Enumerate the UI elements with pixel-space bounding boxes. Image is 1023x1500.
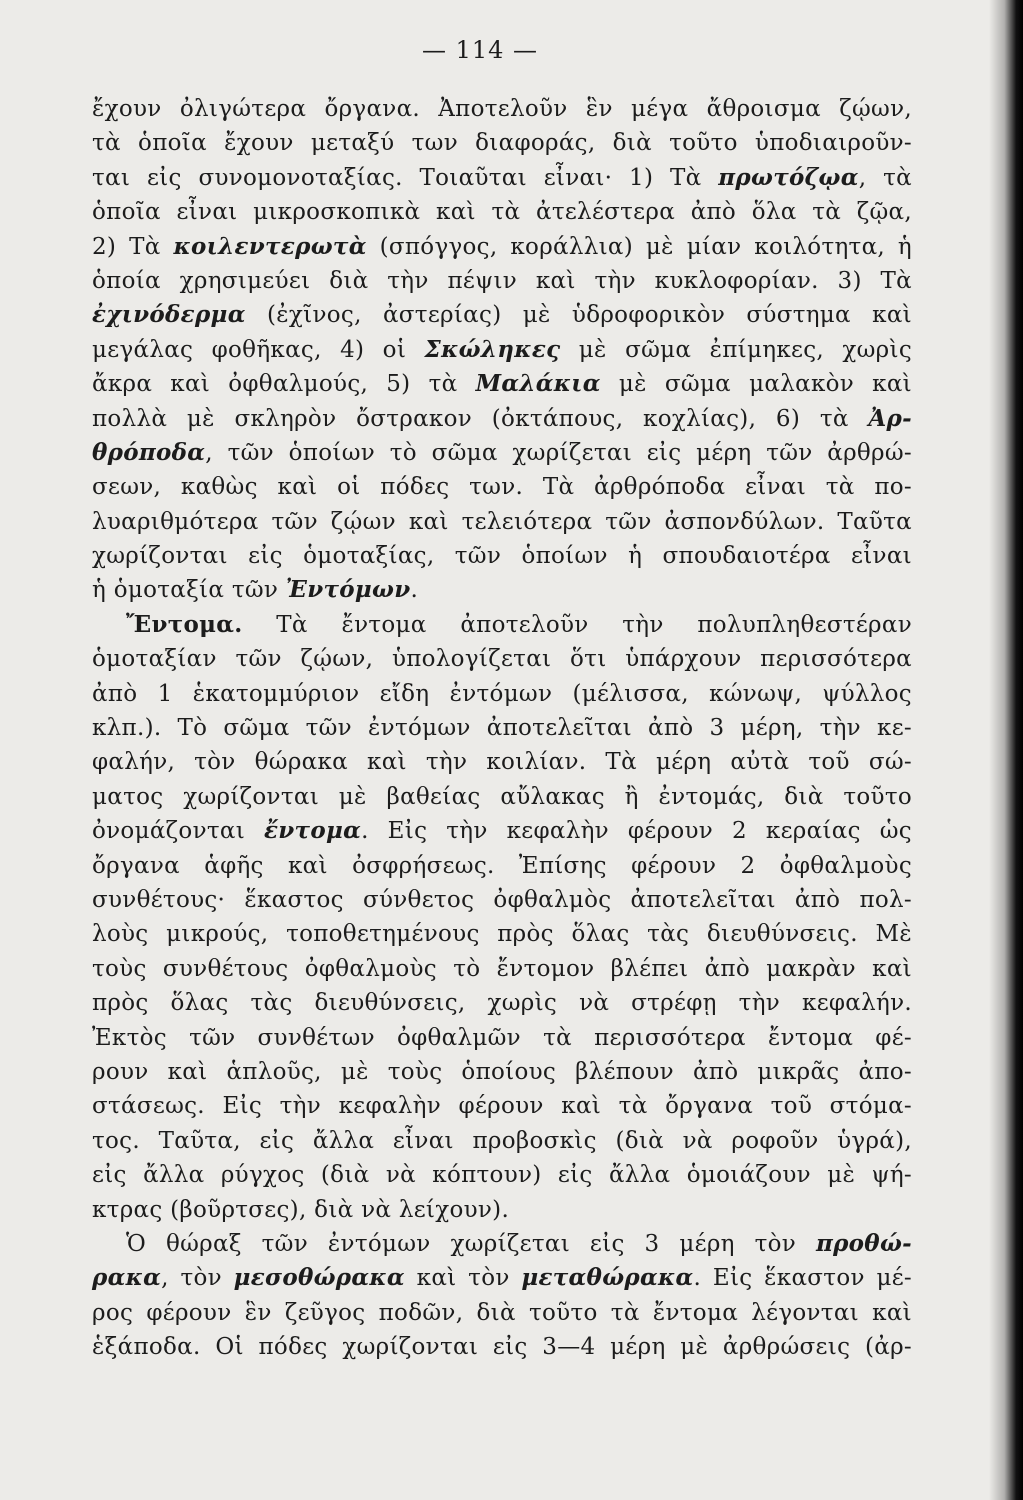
text-line — [92, 849, 912, 883]
text-line — [92, 1330, 912, 1364]
text-line — [92, 573, 912, 607]
text-line — [92, 952, 912, 986]
text-span: σεων, καθὼς καὶ οἱ πόδες των. Τὰ ἀρθρόποδα εἶναι τὰ πο- — [92, 474, 912, 501]
text-span: . Εἰς τὴν κεφαλὴν φέρουν 2 κεραίας ὡς — [361, 818, 912, 845]
text-span: ὁποία χρησιμεύει διὰ τὴν πέψιν καὶ τὴν κυκλοφορίαν. 3) Τὰ — [92, 267, 912, 294]
text-line — [92, 126, 912, 160]
text-span: , τῶν ὁποίων τὸ σῶμα χωρίζεται εἰς μέρη τῶν ἀρθρώ- — [205, 439, 912, 466]
text-span: ὁμοταξίαν τῶν ζῴων, ὑπολογίζεται ὅτι ὑπάρχουν περισσότερα — [92, 646, 912, 673]
emphasized-term: προθώ- — [815, 1229, 912, 1257]
text-line — [92, 298, 912, 332]
text-span: μεγάλας φοθῆκας, 4) οἱ — [92, 336, 425, 363]
emphasized-term: πρωτόζῳα — [718, 163, 859, 191]
emphasized-term: μεσοθώρακα — [233, 1264, 405, 1292]
emphasized-term: Ἐντόμων — [285, 576, 411, 604]
text-line — [92, 402, 912, 436]
page-number: — 114 — — [421, 36, 539, 64]
text-span: 2) Τὰ — [92, 233, 174, 260]
text-line — [92, 711, 912, 745]
emphasized-term: μεταθώρακα — [521, 1264, 694, 1292]
text-span: . Εἰς ἕκαστον μέ- — [693, 1265, 913, 1292]
emphasized-term: Ἀρ- — [868, 404, 912, 432]
emphasized-term: ρακα — [92, 1264, 162, 1292]
text-line — [92, 367, 912, 401]
text-span: ἔχουν ὀλιγώτερα ὄργανα. Ἀποτελοῦν ἓν μέγα ἄθροισμα ζῴων, — [92, 96, 912, 122]
text-span: ματος χωρίζονται μὲ βαθείας αὔλακας ἢ ἐντομάς, διὰ τοῦτο — [92, 783, 912, 810]
text-span: καὶ τὸν — [404, 1265, 522, 1292]
text-line — [92, 1089, 912, 1123]
text-line — [92, 264, 912, 298]
text-span: στάσεως. Εἰς τὴν κεφαλὴν φέρουν καὶ τὰ ὄργανα τοῦ στόμα- — [92, 1093, 912, 1120]
text-line — [92, 883, 912, 917]
text-span: λοὺς μικρούς, τοποθετημένους πρὸς ὅλας τὰς διευθύνσεις. Μὲ — [92, 921, 912, 948]
text-line — [92, 745, 912, 779]
text-line — [92, 505, 912, 539]
text-line — [92, 814, 912, 848]
section-heading: Ἔντομα. — [126, 610, 243, 638]
text-span: ἄκρα καὶ ὀφθαλμούς, 5) τὰ — [92, 371, 476, 398]
emphasized-term: θρόποδα — [92, 438, 206, 466]
text-span: κλπ.). Τὸ σῶμα τῶν ἐντόμων ἀποτελεῖται ἀπὸ 3 μέρη, τὴν κε- — [92, 715, 912, 742]
text-span: ρος φέρουν ἓν ζεῦγος ποδῶν, διὰ τοῦτο τὰ ἔντομα λέγονται καὶ — [92, 1299, 912, 1326]
text-line — [92, 161, 912, 195]
text-span: ὀνομάζονται — [92, 818, 264, 845]
text-span: χωρίζονται εἰς ὁμοταξίας, τῶν ὁποίων ἡ σπουδαιοτέρα εἶναι — [92, 543, 912, 570]
text-line — [92, 539, 912, 573]
text-span: ρουν καὶ ἁπλοῦς, μὲ τοὺς ὁποίους βλέπουν ἀπὸ μικρᾶς ἀπο- — [92, 1058, 912, 1085]
emphasized-term: κοιλεντερωτὰ — [173, 232, 367, 260]
text-span: Ἐκτὸς τῶν συνθέτων ὀφθαλμῶν τὰ περισσότερα ἔντομα φέ- — [92, 1024, 912, 1051]
text-line — [92, 1193, 912, 1227]
emphasized-term: Σκώληκες — [424, 335, 561, 363]
text-span: μὲ σῶμα ἐπίμηκες, χωρὶς — [560, 336, 912, 363]
text-span: (σπόγγος, κοράλλια) μὲ μίαν κοιλότητα, ἡ — [366, 233, 912, 260]
spine-shadow — [989, 0, 1023, 1500]
text-line — [92, 1124, 912, 1158]
text-line — [92, 780, 912, 814]
text-span: , τὰ — [858, 164, 912, 191]
text-line — [92, 195, 912, 229]
text-span: ὄργανα ἁφῆς καὶ ὀσφρήσεως. Ἐπίσης φέρουν 2 ὀφθαλμοὺς — [92, 852, 912, 879]
text-line — [92, 1158, 912, 1192]
text-span: τος. Ταῦτα, εἰς ἄλλα εἶναι προβοσκὶς (διὰ νὰ ροφοῦν ὑγρά), — [92, 1127, 912, 1154]
text-line — [92, 608, 912, 642]
text-span: φαλήν, τὸν θώρακα καὶ τὴν κοιλίαν. Τὰ μέρη αὐτὰ τοῦ σώ- — [92, 749, 912, 776]
text-span: τοὺς συνθέτους ὀφθαλμοὺς τὸ ἔντομον βλέπει ἀπὸ μακρὰν καὶ — [92, 955, 912, 982]
text-span: ἑξάποδα. Οἱ πόδες χωρίζονται εἰς 3—4 μέρη μὲ ἀρθρώσεις (ἀρ- — [92, 1334, 912, 1361]
text-span: τὰ ὁποῖα ἔχουν μεταξύ των διαφοράς, διὰ τοῦτο ὑποδιαιροῦν- — [92, 130, 912, 157]
text-line — [92, 436, 912, 470]
text-span: , τὸν — [161, 1265, 234, 1292]
text-span: λυαριθμότερα τῶν ζῴων καὶ τελειότερα τῶν ἀσπονδύλων. Ταῦτα — [92, 508, 912, 535]
text-line — [92, 1296, 912, 1330]
text-span: Ὁ θώραξ τῶν ἐντόμων χωρίζεται εἰς 3 μέρη τὸν — [126, 1230, 816, 1257]
body-text — [92, 92, 912, 1364]
text-line — [92, 1227, 912, 1261]
text-span: εἰς ἄλλα ρύγχος (διὰ νὰ κόπτουν) εἰς ἄλλα ὁμοιάζουν μὲ ψή- — [92, 1162, 912, 1189]
text-span: Τὰ ἔντομα ἀποτελοῦν τὴν πολυπληθεστέραν — [242, 611, 912, 638]
text-span: πολλὰ μὲ σκληρὸν ὄστρακον (ὀκτάπους, κοχλίας), 6) τὰ — [92, 405, 869, 432]
text-span: . — [410, 577, 419, 604]
text-line — [92, 1021, 912, 1055]
text-span: ἀπὸ 1 ἑκατομμύριον εἴδη ἐντόμων (μέλισσα, κώνωψ, ψύλλος — [92, 680, 912, 707]
text-line — [92, 333, 912, 367]
text-span: μὲ σῶμα μαλακὸν καὶ — [600, 371, 912, 398]
text-line — [92, 230, 912, 264]
text-span: ται εἰς συνομονοταξίας. Τοιαῦται εἶναι· 1) Τὰ — [92, 164, 719, 191]
text-line — [92, 677, 912, 711]
emphasized-term: Μαλάκια — [475, 370, 601, 398]
emphasized-term: ἔντομα — [264, 817, 362, 845]
emphasized-term: ἐχινόδερμα — [92, 301, 246, 329]
text-line — [92, 470, 912, 504]
text-line — [92, 1261, 912, 1295]
text-span: ὁποῖα εἶναι μικροσκοπικὰ καὶ τὰ ἀτελέστερα ἀπὸ ὅλα τὰ ζῷα, — [92, 199, 912, 226]
text-span: συνθέτους· ἕκαστος σύνθετος ὀφθαλμὸς ἀποτελεῖται ἀπὸ πολ- — [92, 886, 912, 913]
text-line — [92, 917, 912, 951]
text-line — [92, 642, 912, 676]
text-line — [92, 92, 912, 126]
text-span: ἡ ὁμοταξία τῶν — [92, 577, 286, 604]
text-span: κτρας (βοῦρτσες), διὰ νὰ λείχουν). — [92, 1196, 510, 1223]
text-span: (ἐχῖνος, ἀστερίας) μὲ ὑδροφορικὸν σύστημα καὶ — [245, 302, 912, 329]
text-span: πρὸς ὅλας τὰς διευθύνσεις, χωρὶς νὰ στρέφῃ τὴν κεφαλήν. — [92, 990, 912, 1017]
text-line — [92, 986, 912, 1020]
text-line — [92, 1055, 912, 1089]
